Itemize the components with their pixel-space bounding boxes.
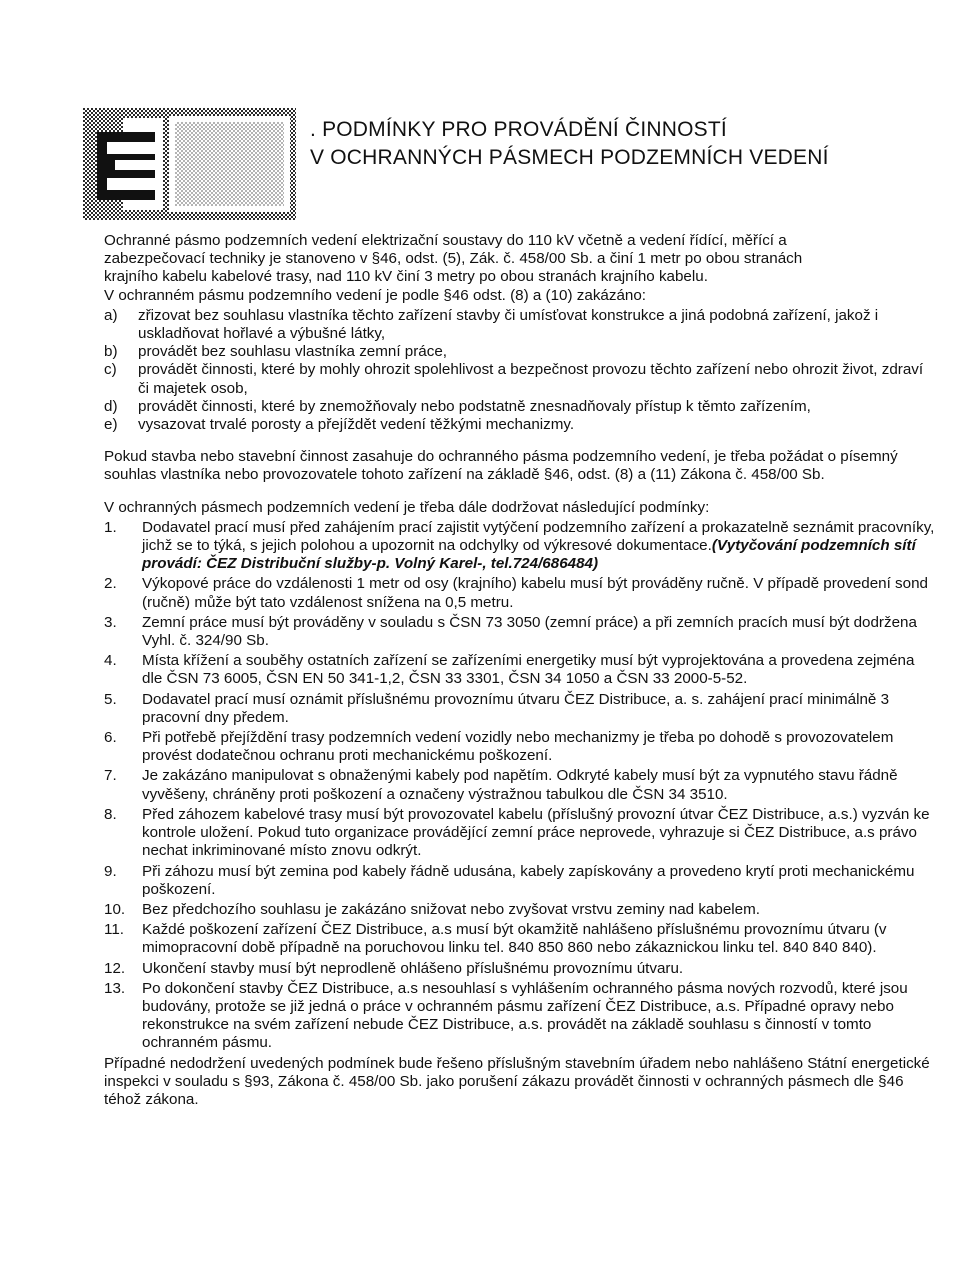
list-item xyxy=(104,343,936,361)
list-marker: d) xyxy=(104,397,118,415)
list-item-text: Je zakázáno manipulovat s obnaženými kabely pod napětím. Odkryté kabely musí být za vypnutého stavu řádně vyvěšeny, chráněny proti poškození a označeny výstražnou tabulkou dle ČSN 34 3510. xyxy=(142,767,898,803)
list-item-text: Zemní práce musí být prováděny v souladu s ČSN 73 3050 (zemní práce) a při zemních pracích musí být dodržena Vyhl. č. 324/90 Sb. xyxy=(142,613,917,650)
intro-line: krajního kabelu kabelové trasy, nad 110 kV činí 3 metry po obou stranách krajního kabelu. xyxy=(104,268,708,286)
list-item-text: Místa křížení a souběhy ostatních zařízení se zařízeními energetiky musí být vyprojektována a provedena zejména dle ČSN 73 6005, ČSN EN 50 341-1,2, ČSN 33 3301, ČSN 34 1050 a ČSN 33 2000-5-52. xyxy=(142,652,915,688)
list-item xyxy=(104,901,936,919)
intro-paragraph xyxy=(104,232,936,305)
list-marker: 12. xyxy=(104,959,126,977)
company-logo xyxy=(83,108,296,220)
list-item-text: Před záhozem kabelové trasy musí být provozovatel kabelu (příslušný provozní útvar ČEZ Distribuce, a.s.) vyzván ke kontrole uložení. Pokud tuto organizace provádějící zemní práce neprovede, vyhrazuje si ČEZ Distribuce, a.s právo nechat inkriminované místo znovu odkrýt. xyxy=(142,805,930,860)
consent-paragraph: Pokud stavba nebo stavební činnost zasahuje do ochranného pásma podzemního vedení, je třeba požádat o písemný souhlas vlastníka nebo provozovatele tohoto zařízení na základě §46, odst. (8) a (11) Zákona č. 458/00 Sb. xyxy=(104,448,898,484)
list-item-text: Každé poškození zařízení ČEZ Distribuce, a.s musí být okamžitě nahlášeno příslušnému provoznímu útvaru (v mimopracovní době případně na poruchovou linku tel. 840 850 860 nebo zákaznickou linku tel. 840 840 840). xyxy=(142,921,887,957)
list-item-text: Bez předchozího souhlasu je zakázáno snižovat nebo zvyšovat vrstvu zeminy nad kabelem. xyxy=(142,900,760,918)
list-item-text: Při záhozu musí být zemina pod kabely řádně udusána, kabely zapískovány a provedeno krytí proti mechanickému poškození. xyxy=(142,862,915,898)
list-item-text: vysazovat trvalé porosty a přejíždět vedení těžkými mechanizmy. xyxy=(138,416,575,434)
prohibitions-list xyxy=(104,307,936,434)
list-item xyxy=(104,960,936,978)
list-marker: 10. xyxy=(104,900,126,918)
list-marker: b) xyxy=(104,343,118,361)
conditions-intro: V ochranných pásmech podzemních vedení je třeba dále dodržovat následující podmínky: xyxy=(104,498,710,516)
list-marker: 9. xyxy=(104,862,117,880)
list-item xyxy=(104,575,936,611)
list-marker: c) xyxy=(104,361,117,379)
list-item xyxy=(104,652,936,688)
list-item-text: zřizovat bez souhlasu vlastníka těchto zařízení stavby či umísťovat konstrukce a jiná podobná zařízení, jakož i uskladňovat hořlavé a výbušné látky, xyxy=(138,306,879,343)
list-item xyxy=(104,729,936,765)
list-marker: a) xyxy=(104,306,118,324)
list-marker: 11. xyxy=(104,921,124,939)
list-item-text: Výkopové práce do vzdálenosti 1 metr od osy (krajního) kabelu musí být prováděny ručně. V případě provedení sond (ručně) může být tato vzdálenost snížena na 0,5 metru. xyxy=(142,575,928,611)
title-line-1: . PODMÍNKY PRO PROVÁDĚNÍ ČINNOSTÍ xyxy=(310,118,727,141)
list-item-text: provádět činnosti, které by mohly ohrozit spolehlivost a bezpečnost provozu těchto zařízení nebo ohrozit život, zdraví či majetek osob, xyxy=(138,361,924,397)
closing-paragraph: Případné nedodržení uvedených podmínek bude řešeno příslušným stavebním úřadem nebo nahlášeno Státní energetické inspekci v souladu s §93, Zákona č. 458/00 Sb. jako porušení zákazu provádět činnosti v ochranných pásmech dle §46 téhož zákona. xyxy=(104,1054,930,1108)
list-marker: 2. xyxy=(104,575,117,593)
list-item xyxy=(104,806,936,861)
list-item xyxy=(104,767,936,803)
list-marker: 13. xyxy=(104,979,126,997)
list-item xyxy=(104,921,936,957)
list-item xyxy=(104,691,936,727)
list-item-text: Při potřebě přejíždění trasy podzemních vedení vozidly nebo mechanizmy je třeba po dohodě s provozovatelem provést dodatečnou ochranu proti mechanickému poškození. xyxy=(142,729,894,765)
list-marker: 3. xyxy=(104,613,117,631)
list-item-text xyxy=(142,519,936,574)
list-item-text: provádět činnosti, které by znemožňovaly nebo podstatně znesnadňovaly přístup k těmto zařízením, xyxy=(138,397,811,415)
intro-line: Ochranné pásmo podzemních vedení elektrizační soustavy do 110 kV včetně a vedení řídící, měřící a xyxy=(104,232,787,249)
list-item-text: Dodavatel prací musí oznámit příslušnému provoznímu útvaru ČEZ Distribuce, a. s. zahájení prací minimálně 3 pracovní dny předem. xyxy=(142,690,890,726)
list-item xyxy=(104,863,936,899)
list-marker: 8. xyxy=(104,805,117,823)
document-body xyxy=(104,232,936,1109)
list-item xyxy=(104,614,936,650)
list-item xyxy=(104,361,936,397)
document-title xyxy=(310,116,930,172)
list-item xyxy=(104,398,936,416)
intro-line: zabezpečovací techniky je stanoveno v §46, odst. (5), Zák. č. 458/00 Sb. a činí 1 metr po obou stranách xyxy=(104,250,803,268)
list-marker: 6. xyxy=(104,729,117,747)
condition-text: Dodavatel prací musí před zahájením prací zajistit vytýčení podzemního zařízení a prokazatelně seznámit pracovníky, jichž se to týká, s jejich polohou a upozornit na odchylky od výkresové dokumentace. xyxy=(142,518,935,555)
list-item-text: Po dokončení stavby ČEZ Distribuce, a.s nesouhlasí s vyhlášením ochranného pásma nových rozvodů, které jsou budovány, protože se již jedná o práce v ochranném pásmu zařízení ČEZ Distribuce, a.s. Případné opravy nebo rekonstrukce na svém zařízení nebude ČEZ Distribuce, a.s. provádět na základě souhlasu s činností v tomto ochranném pásmu. xyxy=(142,979,908,1052)
contact-note: (Vytyčování podzemních sítí provádí: ČEZ Distribuční služby-p. Volný Karel-, tel.724/686484) xyxy=(142,537,916,573)
intro-line: V ochranném pásmu podzemního vedení je podle §46 odst. (8) a (10) zakázáno: xyxy=(104,286,647,304)
list-item-text: provádět bez souhlasu vlastníka zemní práce, xyxy=(138,343,447,361)
list-item xyxy=(104,307,936,343)
list-item-text: Ukončení stavby musí být neprodleně ohlášeno příslušnému provoznímu útvaru. xyxy=(142,959,684,977)
list-item xyxy=(104,416,936,434)
list-marker: 4. xyxy=(104,652,117,670)
list-marker: 7. xyxy=(104,767,117,785)
conditions-list xyxy=(104,519,936,1053)
list-marker: 5. xyxy=(104,690,117,708)
list-marker: 1. xyxy=(104,518,117,536)
list-marker: e) xyxy=(104,416,118,434)
list-item xyxy=(104,980,936,1053)
title-line-2: V OCHRANNÝCH PÁSMECH PODZEMNÍCH VEDENÍ xyxy=(310,146,829,169)
list-item xyxy=(104,519,936,574)
